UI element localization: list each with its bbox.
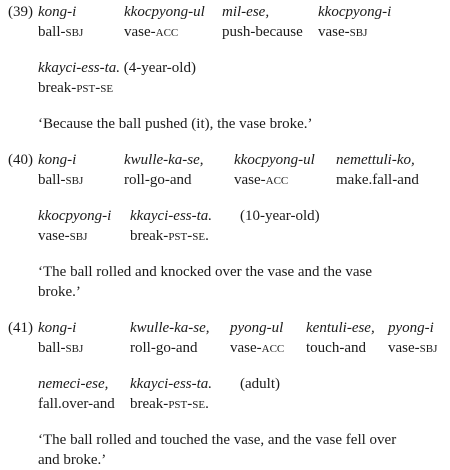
gloss-4: vase-sbj	[318, 24, 368, 40]
translation: ‘The ball rolled and touched the vase, and the vase fell over	[38, 432, 397, 448]
gloss-1: ball-sbj	[38, 24, 84, 40]
gloss-2: roll-go-and	[130, 340, 198, 356]
gloss-3: push-because	[222, 24, 303, 40]
translation: ‘The ball rolled and knocked over the vase and the vase	[38, 264, 373, 280]
word-1: kong-i	[38, 152, 77, 168]
gloss-5: vase-sbj	[388, 340, 438, 356]
word-3: pyong-ul	[230, 320, 284, 336]
gloss-2: roll-go-and	[124, 172, 192, 188]
gloss-3: vase-acc	[230, 340, 285, 356]
gloss-1: ball-sbj	[38, 172, 84, 188]
word-6: nemeci-ese,	[38, 376, 109, 392]
example-number: (39)	[8, 4, 33, 20]
gloss-7: break-pst-se.	[130, 396, 209, 412]
gloss-4: touch-and	[306, 340, 366, 356]
word-3: kkocpyong-ul	[234, 152, 315, 168]
gloss-6: break-pst-se.	[130, 228, 209, 244]
translation-continued: and broke.’	[38, 452, 107, 468]
gloss-4: make.fall-and	[336, 172, 419, 188]
speaker-age: (adult)	[240, 376, 280, 392]
line2-gloss: break-pst-se	[38, 80, 114, 96]
word-2: kwulle-ka-se,	[130, 320, 210, 336]
word-4: nemettuli-ko,	[336, 152, 415, 168]
speaker-age: (10-year-old)	[240, 208, 320, 224]
example-number: (40)	[8, 152, 33, 168]
example-number: (41)	[8, 320, 33, 336]
word-1: kong-i	[38, 4, 77, 20]
gloss-3: vase-acc	[234, 172, 289, 188]
line2-words: kkayci-ess-ta. (4-year-old)	[38, 60, 196, 76]
translation: ‘Because the ball pushed (it), the vase broke.’	[38, 116, 313, 132]
word-7: kkayci-ess-ta.	[130, 376, 213, 392]
gloss-6: fall.over-and	[38, 396, 115, 412]
gloss-2: vase-acc	[124, 24, 179, 40]
word-4: kentuli-ese,	[306, 320, 375, 336]
speaker-age: (4-year-old)	[123, 60, 196, 76]
word-5: kkocpyong-i	[38, 208, 112, 224]
word-1: kong-i	[38, 320, 77, 336]
gloss-5: vase-sbj	[38, 228, 88, 244]
word-6: kkayci-ess-ta.	[130, 208, 213, 224]
word-4: kkocpyong-i	[318, 4, 392, 20]
translation-continued: broke.’	[38, 284, 81, 300]
word-5: pyong-i	[388, 320, 434, 336]
word-2: kwulle-ka-se,	[124, 152, 204, 168]
word-3: mil-ese,	[222, 4, 270, 20]
gloss-1: ball-sbj	[38, 340, 84, 356]
word-2: kkocpyong-ul	[124, 4, 205, 20]
